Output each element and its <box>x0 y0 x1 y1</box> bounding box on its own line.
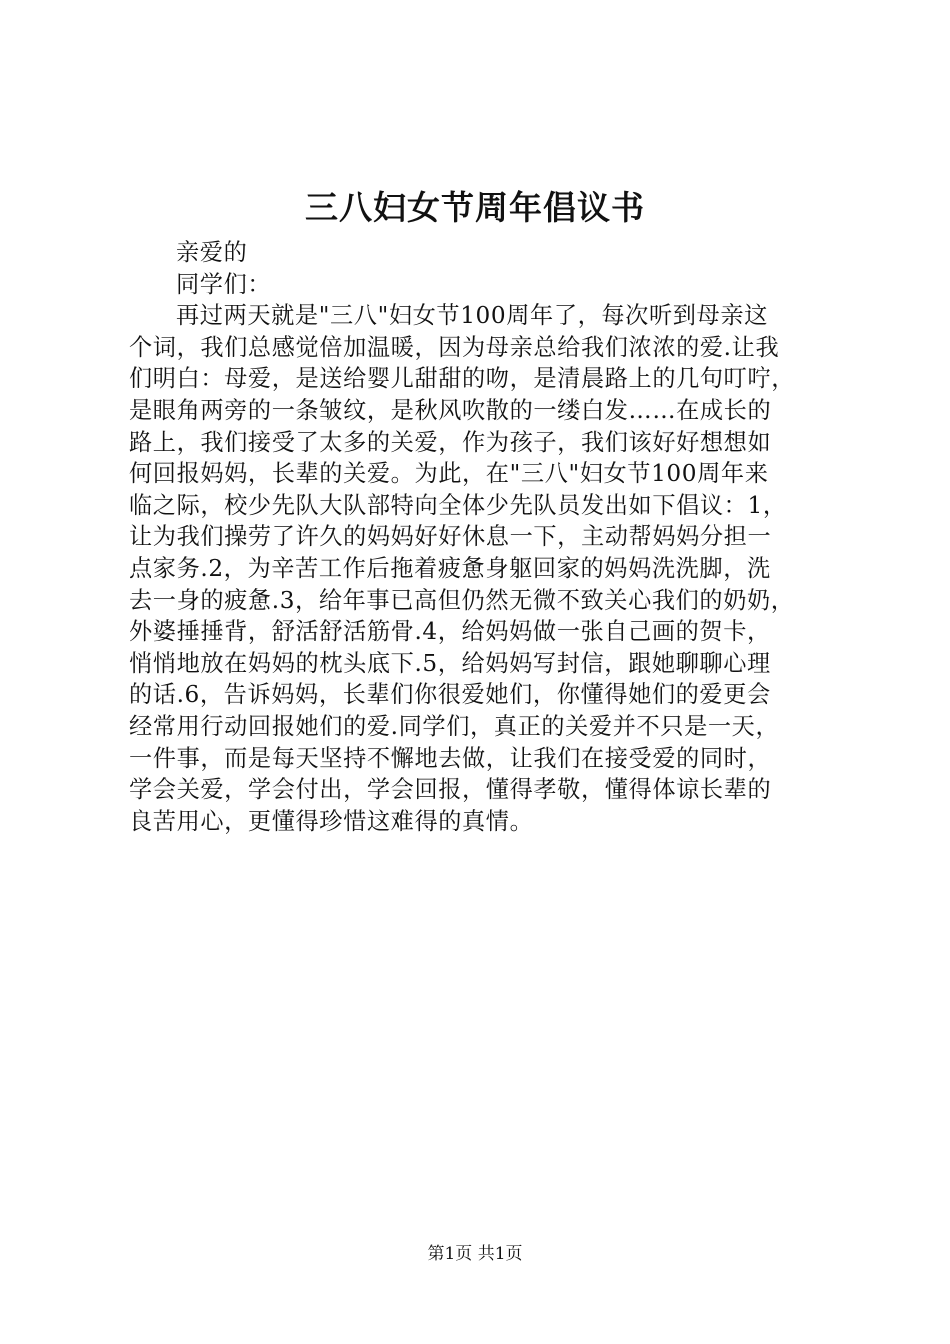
body-line: 的话.6，告诉妈妈，长辈们你很爱她们，你懂得她们的爱更会 <box>129 681 771 709</box>
body-line: 一件事，而是每天坚持不懈地去做，让我们在接受爱的同时， <box>129 744 772 772</box>
body-line: 何回报妈妈，长辈的关爱。为此，在"三八"妇女节100周年来 <box>129 460 769 488</box>
body-line: 路上，我们接受了太多的关爱，作为孩子，我们该好好想想如 <box>129 428 772 456</box>
body-line: 去一身的疲惫.3，给年事已高但仍然无微不致关心我们的奶奶， <box>129 586 795 614</box>
body-line: 悄悄地放在妈妈的枕头底下.5，给妈妈写封信，跟她聊聊心理 <box>129 649 771 677</box>
body-line: 临之际，校少先队大队部特向全体少先队员发出如下倡议：1， <box>129 491 787 519</box>
body-line: 们明白：母爱，是送给婴儿甜甜的吻，是清晨路上的几句叮咛， <box>129 365 796 393</box>
body-line: 让为我们操劳了许久的妈妈好好休息一下，主动帮妈妈分担一 <box>129 523 772 551</box>
body-line: 点家务.2，为辛苦工作后拖着疲惫身躯回家的妈妈洗洗脚，洗 <box>129 554 771 582</box>
salutation-line: 同学们： <box>176 270 272 298</box>
document-title: 三八妇女节周年倡议书 <box>305 188 645 227</box>
salutation-line: 亲爱的 <box>176 239 248 266</box>
body-line: 再过两天就是"三八"妇女节100周年了，每次听到母亲这 <box>176 302 768 330</box>
page-footer: 第1页 共1页 <box>427 1244 523 1264</box>
body-line: 良苦用心，更懂得珍惜这难得的真情。 <box>129 807 534 835</box>
body-line: 外婆捶捶背，舒活舒活筋骨.4，给妈妈做一张自己画的贺卡， <box>129 618 771 646</box>
body-line: 是眼角两旁的一条皱纹，是秋风吹散的一缕白发……在成长的 <box>129 396 772 424</box>
body-line: 个词，我们总感觉倍加温暖，因为母亲总给我们浓浓的爱.让我 <box>129 333 780 361</box>
document-body <box>129 237 847 837</box>
body-line: 经常用行动回报她们的爱.同学们，真正的关爱并不只是一天， <box>129 712 780 740</box>
body-line: 学会关爱，学会付出，学会回报，懂得孝敬，懂得体谅长辈的 <box>129 776 772 804</box>
